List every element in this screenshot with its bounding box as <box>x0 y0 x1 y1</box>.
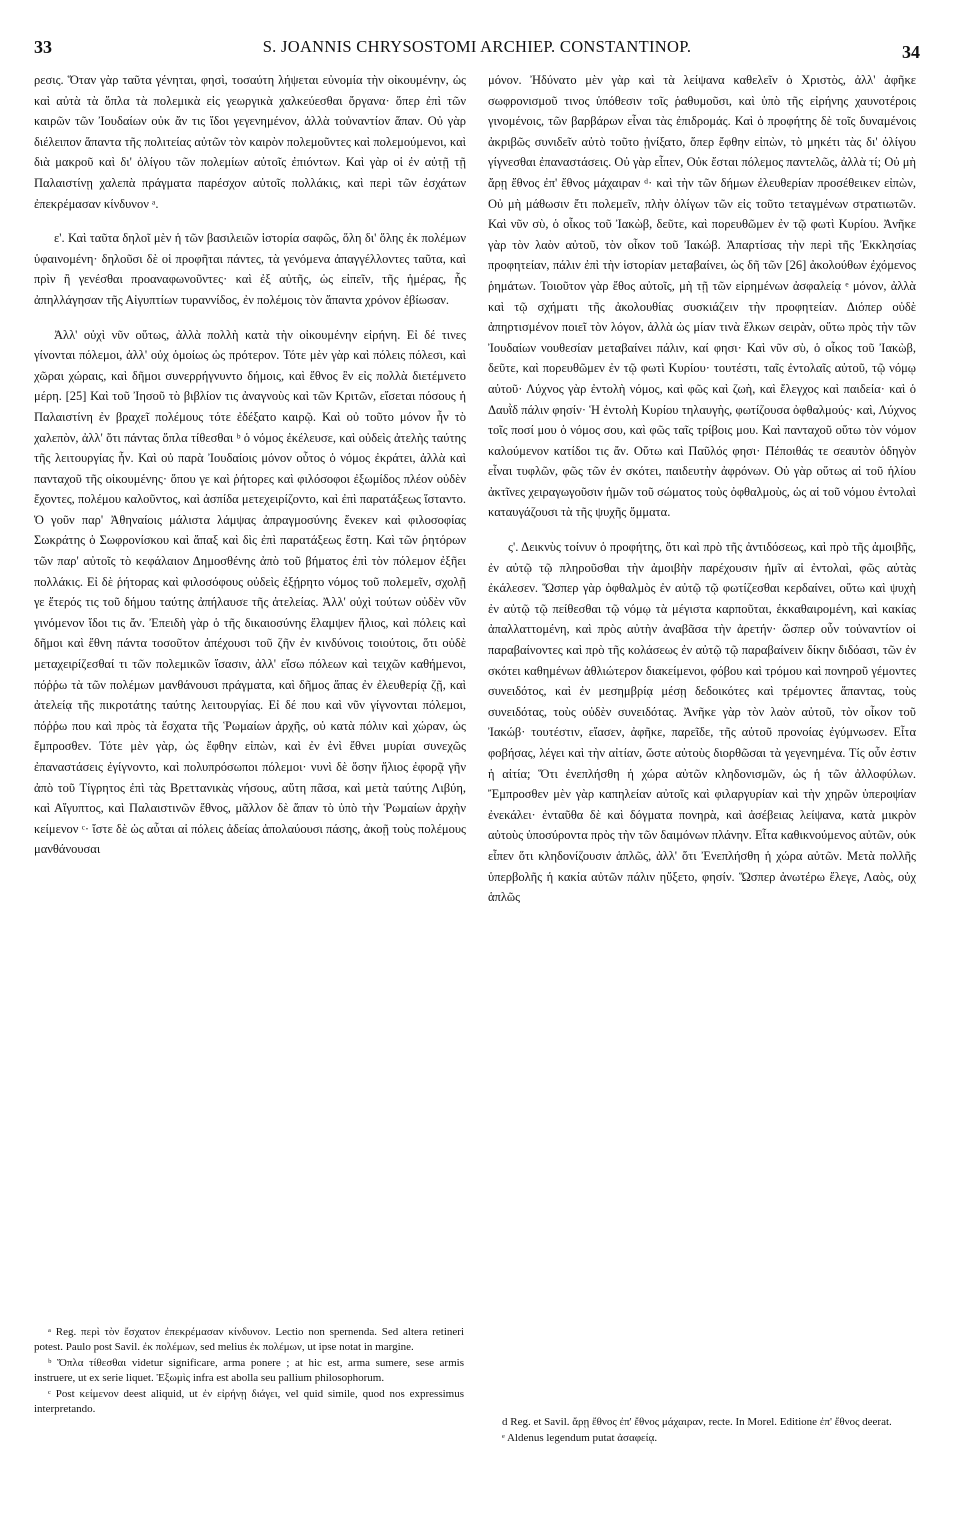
left-footnotes <box>34 1325 464 1418</box>
page-header <box>30 37 924 63</box>
right-paragraph-2: ς'. Δεικνὺς τοίνυν ὁ προφήτης, ὅτι καὶ πρὸ τῆς ἀντιδόσεως, καὶ πρὸ τῆς ἀμοιβῆς, ἐν αὐτῷ τῷ πληροῦσθαι τὴν ἀμοιβὴν παρέχουσιν ἡμῖν αἱ ἐντολαὶ, φῶς αὐτὰς ἐκάλεσεν. Ὥσπερ γὰρ ὀφθαλμὸς ἐν αὐτῷ τῷ φωτίζεσθαι κερδαίνει, οὕτω καὶ ψυχὴ ἐν αὐτῷ τῷ πείθεσθαι τῷ νόμῳ τὰ μέγιστα καρποῦται, ἐκκαθαιρομένη, καὶ κακίας ἀπαλλαττομένη, καὶ πρὸς αὐτὴν ἀναβᾶσα τὴν ἀρετήν· ὥσπερ οὖν τοὐναντίον οἱ παραβαίνοντες καὶ πρὸ τῆς κολάσεως ἐν αὐτῷ τῷ παραβαίνειν δίκην διδόασι, τῶν ἐν σκότει καθημένων ἀθλιώτερον διακείμενοι, φόβου καὶ τρόμου καὶ πονηροῦ γέμοντες συνειδότος, καὶ ἐν μεσημβρίᾳ μέσῃ δεδοικότες καὶ τρέμοντες ἅπαντας, τοὺς συνειδότας, τοὺς οὐδὲν συνειδότας. Ἀνῆκε γὰρ τὸν λαὸν αὐτοῦ, τὸν οἶκον τοῦ Ἰακώβ· τουτέστιν, εἴασεν, ἀφῆκε, παρεῖδε, τῆς αὐτοῦ προνοίας ἐγύμνωσεν. Εἶτα φοβήσας, λέγει καὶ τὴν αἰτίαν, ὥστε αὐτοὺς διορθῶσαι τὰ γεγενημένα. Τίς οὖν ἐστιν ἡ αἰτία; Ὅτι ἐνεπλήσθη ἡ χώρα αὐτῶν κληδονισμῶν, ὡς ἡ τῶν ἀλλοφύλων. Ἔμπροσθεν μὲν γὰρ καπηλείαν αὐτοῖς καὶ φιλαργυρίαν καὶ τὴν χηρῶν ὑπεροψίαν ἐνεκάλει· ἐνταῦθα δὲ καὶ δόγματα πονηρὰ, καὶ ἀσέβειας λείψανα, κατὰ μικρὸν αὐτοὺς ὑποσύροντα πρὸς τὴν τῶν δαιμόνων πλάνην. Εἶτα καθικνούμενος αὐτῶν, οὐκ εἶπεν ὅτι κληδονίζουσιν ἁπλῶς, ἀλλ' ὅτι Ἐνεπλήσθη ἡ χώρα αὐτῶν. Μετὰ πολλῆς ὑπερβολῆς ἡ κακία αὐτῶν πάλιν ηὔξετο, φησίν. Ὥσπερ ἀνωτέρω ἔλεγε, Λαὸς, οὐχ ἁπλῶς <box>488 540 916 905</box>
right-column <box>488 70 916 908</box>
left-paragraph-1: ρεσις. Ὅταν γὰρ ταῦτα γένηται, φησὶ, τοσαύτη λήψεται εὐνομία τὴν οἰκουμένην, ὡς καὶ αὐτὰ τὰ ὅπλα τὰ πολεμικὰ εἰς γεωργικὰ χαλκεύεσθαι ὄργανα· ὅπερ ἐπὶ τῶν καιρῶν τῶν Ἰουδαίων οὐκ ἄν τις ἴδοι γεγενημένον, ἀλλὰ τοὐναντίον ἅπαν. Οὐ γὰρ διέλειπον ἅπαντα τῆς πολιτείας αὐτῶν τὸν καιρὸν πολεμοῦντες καὶ πολεμούμενοι, καὶ διὰ μακροῦ καὶ δι' ὀλίγου τῶν πολεμίων αὐτοῖς ἐπιόντων. Καὶ γὰρ οἱ ἐν αὐτῇ τῇ Παλαιστίνῃ χαλεπὰ πράγματα παρέσχον αὐτοῖς πολλάκις, καὶ περὶ τῶν ἐσχάτων ἐπεκρέμασαν κίνδυνον ᵃ. <box>34 73 466 211</box>
right-footnotes <box>488 1415 916 1447</box>
page-number-left: 33 <box>34 37 52 57</box>
footnote-a: ᵃ Reg. περὶ τὸν ἔσχατον ἐπεκρέμασαν κίνδυνον. Lectio non spernenda. Sed altera retineri potest. Paulo post Savil. ἐκ πολέμων, sed melius ἐκ πολέμων, ut ipse notat in margine. <box>34 1326 464 1353</box>
footnote-e: ᵉ Aldenus legendum putat ἀσαφείᾳ. <box>502 1432 658 1444</box>
footnote-d: d Reg. et Savil. ἄρῃ ἔθνος ἐπ' ἔθνος μάχαιραν, recte. In Morel. Editione ἐπ' ἔθνος deerat. <box>502 1416 892 1428</box>
left-column <box>34 70 466 860</box>
page-number-right: 34 <box>902 42 920 62</box>
footnote-b: ᵇ Ὅπλα τίθεσθαι videtur significare, arma ponere ; at hic est, arma sumere, sese armis instruere, ut ex serie liquet. Ἐξωμὶς infra est abolla seu pallium philosophorum. <box>34 1357 464 1384</box>
left-paragraph-3: Ἀλλ' οὐχὶ νῦν οὕτως, ἀλλὰ πολλὴ κατὰ τὴν οἰκουμένην εἰρήνη. Εἰ δέ τινες γίνονται πόλεμοι, ἀλλ' οὐχ ὁμοίως ὡς πρότερον. Τότε μὲν γὰρ καὶ πόλεις πόλεσι, καὶ χῶραι χώραις, καὶ δῆμοι συνερρήγνυντο δήμοις, καὶ ἔθνος ἓν εἰς πολλὰ διετέμνετο μέρη. [25] Καὶ τοῦ Ἰησοῦ τὸ βιβλίον τις ἀναγνοὺς καὶ τῶν Κριτῶν, εἴσεται πόσους ἡ Παλαιστίνη ἐν βραχεῖ πολέμους τότε ἐδέξατο καιρῷ. Καὶ οὐ τοῦτο μόνον ἦν τὸ χαλεπὸν, ἀλλ' ὅτι πάντας ὅπλα τίθεσθαι ᵇ ὁ νόμος ἐκέλευσε, καὶ οὐδεὶς ἀτελὴς ταύτης τῆς λειτουργίας ἦν. Καὶ οὐ παρὰ Ἰουδαίοις μόνον οὗτος ὁ νόμος ἐκράτει, ἀλλὰ καὶ πανταχοῦ τῆς οἰκουμένης· ὅπου γε καὶ ῥήτορες καὶ φιλόσοφοι ἐξωμίδος πλέον οὐδὲν ἔχοντες, πολέμου καλοῦντος, καὶ ἀσπίδα μετεχειρίζοντο, καὶ ἐπὶ παρατάξεως ἵσταντο. Ὁ γοῦν παρ' Ἀθηναίοις μάλιστα λάμψας ἀπραγμοσύνης ἕνεκεν καὶ φιλοσοφίας Σωκράτης ὁ Σωφρονίσκου καὶ ἅπαξ καὶ δὶς ἐπὶ παρατάξεως ἔστη. Καὶ τῶν ῥητόρων τῶν παρ' αὐτοῖς τὸ κεφάλαιον Δημοσθένης ἀπὸ τοῦ βήματος ἐπὶ τὸν πόλεμον ἐξῆει πολλάκις. Εἰ δὲ ῥήτορας καὶ φιλοσόφους οὐδεὶς ἐξῄρητο νόμος τοῦ πολεμεῖν, σχολῇ γε ἕτερός τις τοῦ δήμου ταύτης ἀπήλαυσε τῆς ἀτελείας. Ἀλλ' οὐχὶ τούτων οὐδὲν νῦν γινόμενον ἴδοι τις ἄν. Ἐπειδὴ γὰρ ὁ τῆς δικαιοσύνης ἔλαμψεν ἥλιος, καὶ πόλεις καὶ δῆμοι καὶ ἔθνη πάντα τοσοῦτον ἀπέχουσι τοῦ ζῆν ἐν κινδύνοις τοιούτοις, ὅτι οὐδὲ μεταχειρίζεσθαί τι τῶν πολεμικῶν ἴσασιν, ἀλλ' εἴσω πόλεων καὶ τειχῶν καθήμενοι, πόῤῥω τὰ τῶν πολέμων μανθάνουσι πράγματα, καὶ δῆμος ἅπας ἐν ἐλευθερίᾳ ζῇ, καὶ ἀτελείᾳ τῆς πικροτάτης ταύτης λειτουργίας. Εἰ δέ που καὶ νῦν γίγνονται πόλεμοι, πόῤῥω που καὶ πρὸς τὰ ἔσχατα τῆς Ῥωμαίων ἀρχῆς, οὐ κατὰ πόλιν καὶ χώραν, ὡς ἔμπροσθεν. Τότε μὲν γὰρ, ὡς ἔφθην εἰπὼν, καὶ ἐν ἑνὶ ἔθνει μυρίαι συνεχῶς ἐπαναστάσεις ἐγίγνοντο, καὶ πολυπρόσωποι πόλεμοι· νυνὶ δὲ ὅσην ἥλιος ἐφορᾷ γῆν ἀπὸ τοῦ Τίγρητος ἐπὶ τὰς Βρεττανικὰς νήσους, αὕτη πᾶσα, καὶ μετὰ ταύτης Λιβύη, καὶ Αἴγυπτος, καὶ Παλαιστινῶν ἔθνος, μᾶλλον δὲ ἅπαν τὸ ὑπὸ τὴν Ῥωμαίων ἀρχὴν κείμενον ᶜ· ἴστε δὲ ὡς αὗται αἱ πόλεις ἀδείας ἀπολαύουσι πάσης, ἀκοῇ τοὺς πολέμους μανθάνουσαι <box>34 327 466 857</box>
running-title: S. JOANNIS CHRYSOSTOMI ARCHIEP. CONSTANTINOP. <box>262 37 692 56</box>
right-paragraph-1: μόνον. Ἠδύνατο μὲν γὰρ καὶ τὰ λείψανα καθελεῖν ὁ Χριστὸς, ἀλλ' ἀφῆκε σωφρονισμοῦ τινος ὑπόθεσιν τοῖς ῥαθυμοῦσι, καὶ ὑπὸ τῆς εἰρήνης χαυνοτέροις γινομένοις, τῶν βαρβάρων εἶναι τὰς ἐπιδρομάς. Καὶ ὁ προφήτης δὲ τοῖς δυναμένοις ἀκριβῶς συνιδεῖν αὐτὸ τοῦτο ᾐνίξατο, ὅπερ ἔφθην εἰπὼν, τὸ μηκέτι τὰς δι' ὀλίγου γίγνεσθαι ἐπαναστάσεις. Οὐ γὰρ εἶπεν, Οὐκ ἔσται πόλεμος παντελῶς, ἀλλὰ τί; Οὐ μὴ ἄρῃ ἔθνος ἐπ' ἔθνος μάχαιραν ᵈ· καὶ τὴν τῶν δήμων ἐλευθερίαν προσέθεικεν εἰπὼν, Οὐ μὴ μάθωσιν ἔτι πολεμεῖν, πλὴν ὀλίγων τῶν εἰς τοῦτο τεταγμένων στρατιωτῶν. Καὶ νῦν σὺ, ὁ οἶκος τοῦ Ἰακὼβ, δεῦτε, καὶ πορευθῶμεν ἐν τῷ φωτὶ Κυρίου. Ἀνῆκε γὰρ τὸν λαὸν αὐτοῦ, τὸν οἶκον τοῦ Ἰακώβ. Ἀπαρτίσας τὴν περὶ τῆς Ἐκκλησίας προφητείαν, πάλιν ἐπὶ τὴν ἱστορίαν μεταβαίνει, ὡς δῆ τῶν [26] ἀκολούθων ἐχόμενος ῥημάτων. Τοιοῦτον γὰρ ἔθος αὐτοῖς, μὴ τῇ τῶν εἰρημένων ἀσφαλείᾳ ᵉ μόνον, ἀλλὰ καὶ τῷ σχήματι τῆς ἀκολουθίας συσκιάζειν τὴν προφητείαν. Διόπερ οὐδὲ ἀπηρτισμένον ποιεῖ τὸν λόγον, ἀλλὰ ὡς μίαν τινὰ ἕλκων σειρὰν, οὕτω πρὸς τὴν τῶν Ἰουδαίων νουθεσίαν μεταβαίνει πάλιν, καί φησι· Καὶ νῦν σὺ, ὁ οἶκος τοῦ Ἰακὼβ, δεῦτε, καὶ πορευθῶμεν ἐν τῷ φωτὶ Κυρίου· τουτέστι, ταῖς ἐντολαῖς αὐτοῦ, τῷ νόμῳ αὐτοῦ· Λύχνος γὰρ ἐντολὴ νόμος, καὶ φῶς καὶ ζωὴ, καὶ ἔλεγχος καὶ παιδεία· καὶ ὁ Δαυῒδ πάλιν φησίν· Ἡ ἐντολὴ Κυρίου τηλαυγὴς, φωτίζουσα ὀφθαλμούς· καὶ, Λύχνος τοῖς ποσί μου ὁ νόμος σου, καὶ φῶς ταῖς τρίβοις μου. Καὶ πανταχοῦ οὕτω τὸν νόμον καλούμενον κατίδοι τις ἄν. Οὕτω καὶ Παῦλός φησι· Πέποιθάς τε σεαυτὸν ὁδηγὸν εἶναι τυφλῶν, φῶς τῶν ἐν σκότει, παιδευτὴν ἀφρόνων. Οὐ γὰρ οὕτως αἱ τοῦ ἡλίου ἀκτῖνες χειραγωγοῦσιν ἡμῶν τοῦ σώματος τοὺς ὀφθαλμοὺς, ὡς αἱ τοῦ νόμου ἐντολαὶ καταυγάζουσι τὰ τῆς ψυχῆς ὄμματα. <box>488 73 916 520</box>
left-paragraph-2: ε'. Καὶ ταῦτα δηλοῖ μὲν ἡ τῶν βασιλειῶν ἱστορία σαφῶς, ὅλη δι' ὅλης ἐκ πολέμων ὑφαινομένη· δηλοῦσι δὲ οἱ προφῆται πάντες, τὰ γενόμενα ἀπαγγέλλοντες ταῦτα, καὶ πρὶν ἢ γενέσθαι προαναφωνοῦντες· καὶ ἐξ αὐτῆς, ὡς εἰπεῖν, τῆς ἡμέρας, ἧς ἀπηλλάγησαν τῆς Αἰγυπτίων τυραννίδος, ἐν πολέμοις τὸν ἅπαντα χρόνον ἐβίωσαν. <box>34 231 466 307</box>
footnote-c: ᶜ Post κείμενον deest aliquid, ut ἐν εἰρήνῃ διάγει, vel quid simile, quod nos expressimus interpretando. <box>34 1388 464 1415</box>
